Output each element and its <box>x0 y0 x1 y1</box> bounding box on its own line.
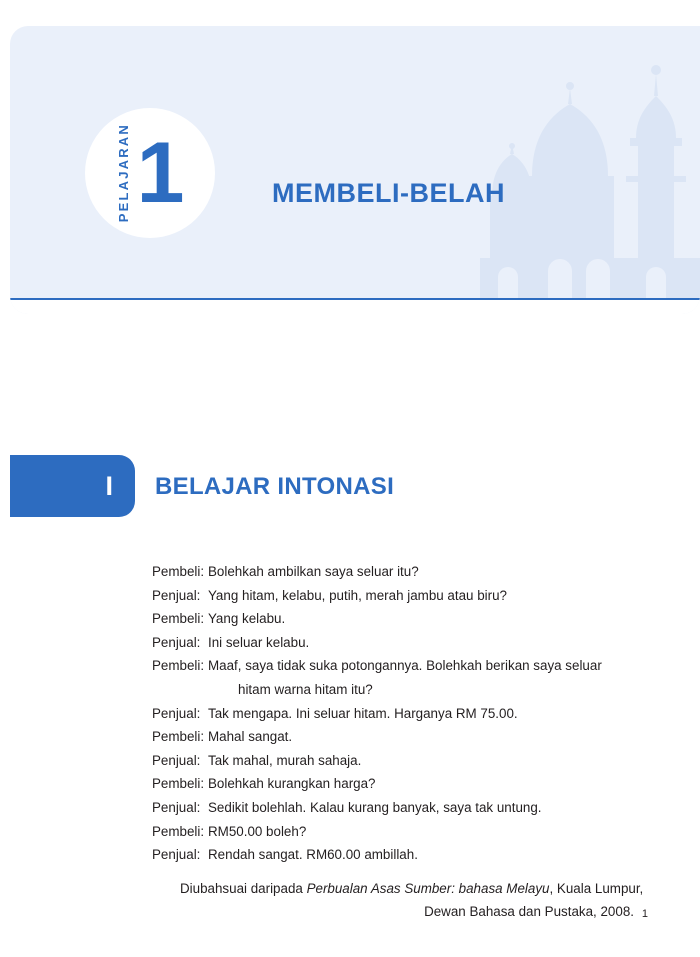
mosque-silhouette-icon <box>440 26 700 301</box>
dialogue-line <box>152 607 652 631</box>
utterance-text: RM50.00 boleh? <box>208 823 307 839</box>
utterance-text: Maaf, saya tidak suka potongannya. Bolehkah berikan saya seluar <box>208 658 602 674</box>
speaker-label: Pembeli: <box>152 611 205 627</box>
attribution-prefix: Diubahsuai daripada <box>180 880 307 896</box>
lesson-header-banner <box>10 26 700 314</box>
lesson-word-label: PELAJARAN <box>115 123 131 223</box>
utterance-text: Rendah sangat. RM60.00 ambillah. <box>208 847 418 863</box>
dialogue-line <box>152 843 652 867</box>
page-number: 1 <box>641 908 648 920</box>
dialogue-line <box>152 772 652 796</box>
utterance-text: Yang hitam, kelabu, putih, merah jambu atau biru? <box>208 587 507 603</box>
utterance-text: Tak mahal, murah sahaja. <box>208 752 362 768</box>
speaker-label: Pembeli: <box>152 658 205 674</box>
speaker-label: Penjual: <box>152 799 201 815</box>
dialogue-line <box>152 560 652 584</box>
utterance-text: Ini seluar kelabu. <box>208 634 310 650</box>
speaker-label: Penjual: <box>152 587 201 603</box>
lesson-number-label: 1 <box>136 125 185 221</box>
utterance-text: Yang kelabu. <box>208 611 286 627</box>
source-attribution <box>152 877 652 923</box>
utterance-continuation: hitam warna hitam itu? <box>238 681 373 697</box>
section-title: BELAJAR INTONASI <box>155 473 395 500</box>
dialogue-block <box>152 560 652 923</box>
attribution-source-title: Perbualan Asas Sumber: bahasa Melayu <box>306 880 550 896</box>
lesson-badge <box>85 108 215 238</box>
dialogue-line <box>152 654 652 701</box>
speaker-label: Pembeli: <box>152 564 205 579</box>
dialogue-line <box>152 796 652 820</box>
utterance-text: Sedikit bolehlah. Kalau kurang banyak, saya tak untung. <box>208 799 542 815</box>
utterance-text: Bolehkah ambilkan saya seluar itu? <box>208 564 419 579</box>
speaker-label: Pembeli: <box>152 776 205 792</box>
speaker-label: Penjual: <box>152 705 201 721</box>
attribution-suffix: , Kuala Lumpur, <box>549 880 644 896</box>
dialogue-line <box>152 749 652 773</box>
page-title: MEMBELI-BELAH <box>272 178 505 208</box>
utterance-text: Bolehkah kurangkan harga? <box>208 776 376 792</box>
dialogue-line <box>152 820 652 844</box>
attribution-publisher: Dewan Bahasa dan Pustaka, 2008. <box>424 903 634 919</box>
dialogue-line <box>152 631 652 655</box>
dialogue-line <box>152 584 652 608</box>
speaker-label: Penjual: <box>152 752 201 768</box>
speaker-label: Penjual: <box>152 634 201 650</box>
section-number-tab <box>10 455 135 517</box>
dialogue-line <box>152 702 652 726</box>
utterance-text: Tak mengapa. Ini seluar hitam. Harganya RM 75.00. <box>208 705 518 721</box>
section-number-label: I <box>105 470 113 501</box>
speaker-label: Pembeli: <box>152 823 205 839</box>
utterance-text: Mahal sangat. <box>208 729 293 745</box>
speaker-label: Pembeli: <box>152 729 205 745</box>
dialogue-line <box>152 725 652 749</box>
speaker-label: Penjual: <box>152 847 201 863</box>
